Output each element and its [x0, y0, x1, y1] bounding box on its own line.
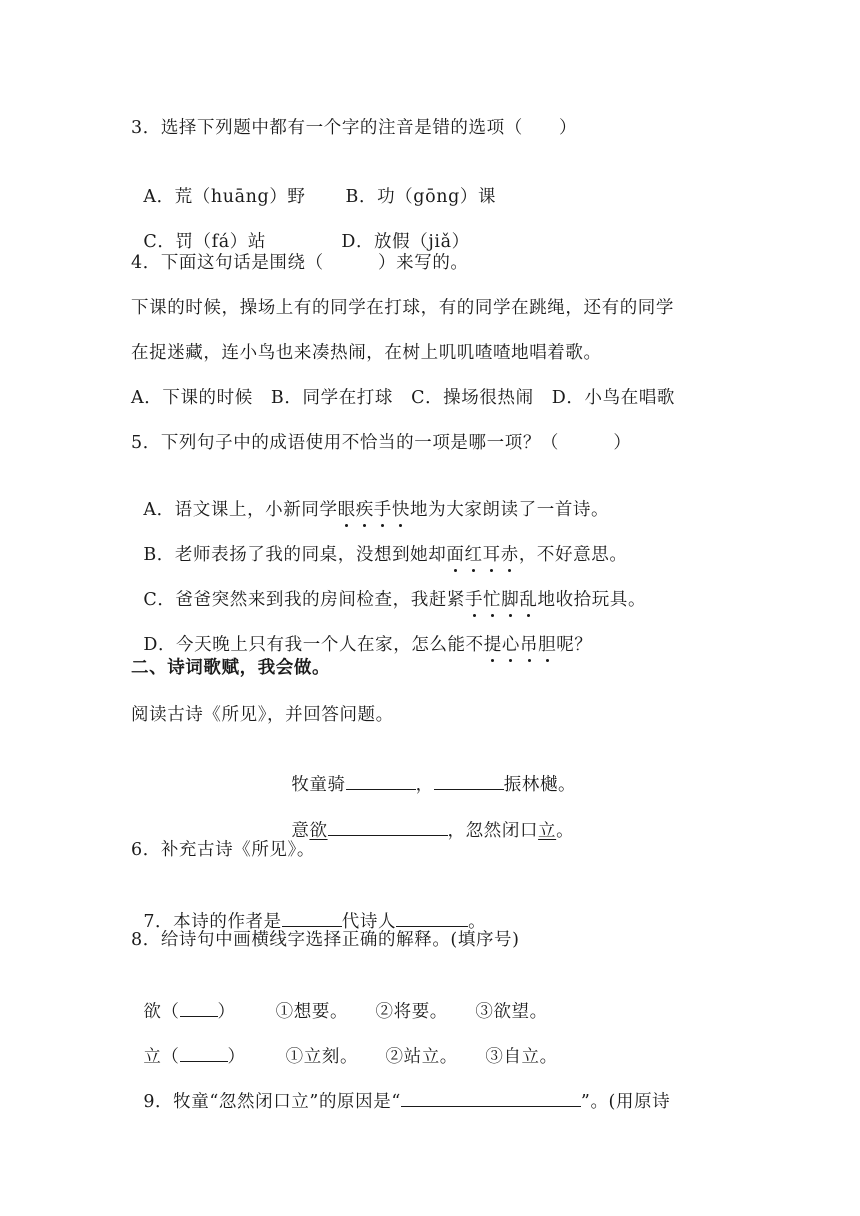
q5-a-pre: A．语文课上，小新同学: [143, 500, 338, 520]
q3-option-a: A．荒（huāng）野: [143, 187, 306, 207]
q5-option-c: [131, 564, 646, 612]
q5-d-idiom-char: 吊: [519, 635, 539, 655]
q5-a-idiom-char: 手: [373, 500, 392, 520]
q5-c-idiom-char: 忙: [483, 590, 502, 610]
q3-option-b: B．功（gōng）课: [345, 187, 497, 207]
q5-a-idiom-char: 眼: [337, 500, 356, 520]
q7-blank-poet[interactable]: [396, 907, 468, 927]
q5-c-idiom-char: 乱: [519, 590, 538, 610]
q5-d-post: 呢？: [556, 635, 593, 655]
q5-a-post: 地为大家朗读了一首诗。: [410, 500, 610, 520]
q8-yu-label: 欲（: [143, 1002, 180, 1022]
poem-blank-3[interactable]: [328, 816, 448, 836]
q5-c-pre: C．爸爸突然来到我的房间检查，我赶紧: [143, 590, 466, 610]
q8-yu-row: [131, 973, 548, 1024]
q5-option-b: [131, 519, 627, 567]
q5-a-idiom-char: 疾: [355, 500, 374, 520]
q5-c-idiom-char: 脚: [501, 590, 520, 610]
q8-yu-options: ①想要。 ②将要。 ③欲望。: [275, 1002, 548, 1022]
q3-option-d: D．放假（jiǎ）: [341, 232, 470, 252]
q7-blank-dynasty[interactable]: [282, 907, 342, 927]
q5-d-idiom-char: 提: [483, 635, 502, 655]
q3-stem: 3．选择下列题中都有一个字的注音是错的选项（ ）: [131, 118, 578, 138]
q9-line: [131, 1063, 670, 1114]
poem-intro: 阅读古诗《所见》，并回答问题。: [131, 705, 394, 725]
q9-post: ”。(用原诗: [580, 1092, 671, 1112]
poem-blank-2[interactable]: [434, 770, 504, 790]
poem-l2-end: 。: [556, 821, 575, 841]
poem-underlined-li: 立: [538, 821, 557, 841]
poem-l1-sep: ，: [415, 775, 434, 795]
q5-b-idiom-char: 红: [464, 545, 483, 565]
poem-l2-mid: ，忽然闭口: [447, 821, 539, 841]
poem-l2-a: 意: [291, 821, 310, 841]
q8-yu-close: ）: [217, 1002, 236, 1022]
poem-line-2: [279, 792, 574, 843]
q8-yu-blank[interactable]: [180, 997, 218, 1017]
q5-d-pre: D．今天晚上只有我一个人在家，怎么能不: [143, 635, 484, 655]
q4-passage-line1: 下课的时候，操场上有的同学在打球，有的同学在跳绳，还有的同学: [131, 298, 674, 318]
q5-c-post: 地收拾玩具。: [537, 590, 647, 610]
q6-text: 6．补充古诗《所见》。: [131, 840, 315, 860]
q5-option-d: [131, 609, 592, 657]
q8-li-close: ）: [227, 1047, 246, 1067]
q7-line: [131, 883, 486, 934]
q9-pre: 9．牧童“忽然闭口立”的原因是“: [143, 1092, 401, 1112]
q5-b-idiom-char: 耳: [482, 545, 501, 565]
section-heading: 二、诗词歌赋，我会做。: [131, 658, 331, 678]
q5-stem: 5．下列句子中的成语使用不恰当的一项是哪一项？（ ）: [131, 433, 632, 453]
poem-line-1: [279, 746, 576, 797]
q8-li-label: 立（: [143, 1047, 180, 1067]
q3-options-cd: [131, 206, 470, 254]
q8-li-row: [131, 1018, 558, 1069]
q4-passage-line2: 在捉迷藏，连小鸟也来凑热闹，在树上叽叽喳喳地唱着歌。: [131, 343, 602, 363]
q9-blank[interactable]: [401, 1087, 581, 1107]
q5-b-post: ，不好意思。: [518, 545, 628, 565]
q8-li-blank[interactable]: [180, 1042, 228, 1062]
q3-options-ab: [131, 161, 496, 209]
q5-b-idiom-char: 赤: [500, 545, 519, 565]
q5-d-idiom-char: 胆: [538, 635, 557, 655]
poem-l1-b: 振林樾。: [503, 775, 577, 795]
q5-option-a: [131, 474, 609, 522]
q7-end: 。: [468, 912, 487, 932]
q7-mid: 代诗人: [341, 912, 397, 932]
q5-c-idiom-char: 手: [465, 590, 484, 610]
q4-options: A．下课的时候 B．同学在打球 C．操场很热闹 D．小鸟在唱歌: [131, 388, 676, 408]
q8-li-options: ①立刻。 ②站立。 ③自立。: [285, 1047, 558, 1067]
q8-stem: 8．给诗句中画横线字选择正确的解释。(填序号): [131, 930, 520, 950]
q5-b-idiom-char: 面: [446, 545, 465, 565]
poem-underlined-yu: 欲: [309, 821, 328, 841]
poem-l1-a: 牧童骑: [291, 775, 346, 795]
q5-a-idiom-char: 快: [391, 500, 411, 520]
q4-stem: 4．下面这句话是围绕（ ）来写的。: [131, 253, 469, 273]
q5-d-idiom-char: 心: [501, 635, 520, 655]
q5-b-pre: B．老师表扬了我的同桌，没想到她却: [143, 545, 447, 565]
q7-pre: 7．本诗的作者是: [143, 912, 282, 932]
poem-blank-1[interactable]: [346, 770, 416, 790]
q3-option-c: C．罚（fá）站: [143, 232, 266, 252]
